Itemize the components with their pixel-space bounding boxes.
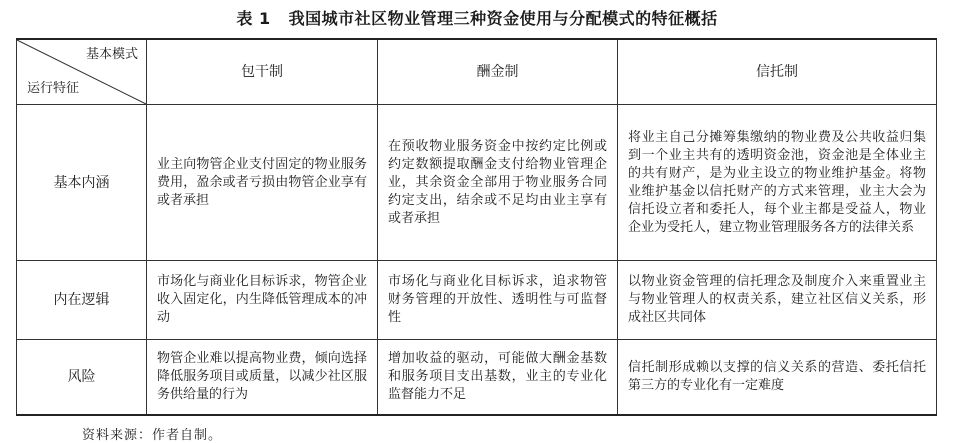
table-number: 表 1 — [236, 9, 271, 28]
comparison-table — [16, 38, 937, 416]
table-cell: 增加收益的驱动，可能做大酬金基数和服务项目支出基数，业主的专业化监督能力不足 — [378, 340, 618, 416]
table-caption — [0, 6, 954, 29]
table-cell: 信托制形成赖以支撑的信义关系的营造、委托信托第三方的专业化有一定难度 — [618, 340, 937, 416]
table-cell: 将业主自己分摊筹集缴纳的物业费及公共收益归集到一个业主共有的透明资金池，资金池是全体业主的共有财产，是为业主设立的物业维护基金。将物业维护基金以信托财产的方式来管理，业主大会为信托设立者和委托人，每个业主都是受益人，物业企业为受托人，建立物业管理服务各方的法律关系 — [618, 105, 937, 261]
table-row — [17, 105, 937, 261]
corner-header-cell — [17, 39, 147, 105]
table-title: 我国城市社区物业管理三种资金使用与分配模式的特征概括 — [288, 9, 718, 28]
table-cell: 在预收物业服务资金中按约定比例或约定数额提取酬金支付给物业管理企业，其余资金全部用于物业服务合同约定支出，结余或不足均由业主享有或者承担 — [378, 105, 618, 261]
column-header-baogan: 包干制 — [147, 39, 378, 105]
table-cell: 市场化与商业化目标诉求，追求物管财务管理的开放性、透明性与可监督性 — [378, 261, 618, 340]
corner-top-right-label: 基本模式 — [85, 47, 138, 62]
table-cell: 业主向物管企业支付固定的物业服务费用，盈余或者亏损由物管企业享有或者承担 — [147, 105, 378, 261]
corner-bottom-left-label: 运行特征 — [27, 81, 80, 96]
table-row — [17, 340, 937, 416]
header-row — [17, 39, 937, 105]
column-header-xintuo: 信托制 — [618, 39, 937, 105]
table-cell: 物管企业难以提高物业费，倾向选择降低服务项目或质量，以减少社区服务供给量的行为 — [147, 340, 378, 416]
table-cell: 市场化与商业化目标诉求，物管企业收入固定化，内生降低管理成本的冲动 — [147, 261, 378, 340]
column-header-choujin: 酬金制 — [378, 39, 618, 105]
table-cell: 以物业资金管理的信托理念及制度介入来重置业主与物业管理人的权责关系，建立社区信义关系，形成社区共同体 — [618, 261, 937, 340]
row-header: 内在逻辑 — [17, 261, 147, 340]
row-header: 风险 — [17, 340, 147, 416]
table-row — [17, 261, 937, 340]
source-note: 资料来源：作者自制。 — [82, 428, 223, 443]
row-header: 基本内涵 — [17, 105, 147, 261]
